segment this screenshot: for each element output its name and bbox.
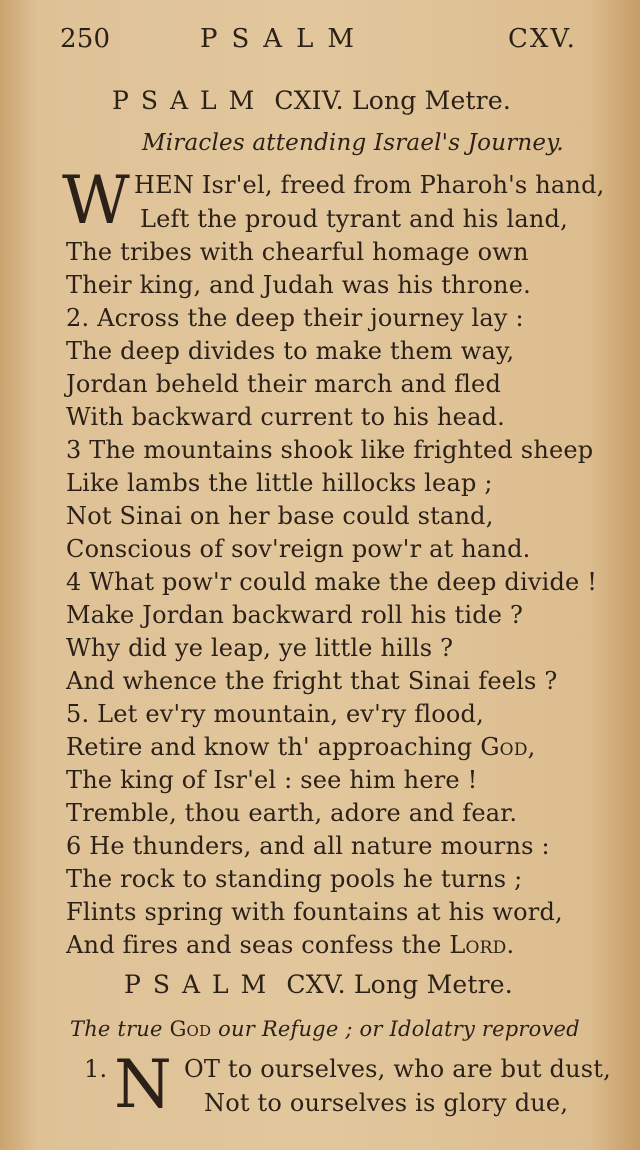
psalm-115-subtitle-part2: our Refuge ; or [218,1017,383,1041]
psalm-115-heading [124,970,513,1000]
verse-line: Their king, and Judah was his throne. [66,271,531,299]
psalm-114-drop-cap: W [62,162,130,239]
psalm-115-drop-cap: N [114,1046,172,1123]
verse-line: The rock to standing pools he turns ; [66,865,523,893]
psalm-114-heading-rest: CXIV. Long Metre. [274,86,511,115]
verse-line: Conscious of sov'reign pow'r at hand. [66,535,531,563]
verse-line-text: And fires and seas confess the [66,931,442,959]
verse-line: OT to ourselves, who are but dust, [184,1055,611,1083]
verse-line: The tribes with chearful homage own [66,238,529,266]
verse-line: 4 What pow'r could make the deep divide ! [66,568,598,596]
psalm-114-heading [112,86,511,116]
verse-line: Why did ye leap, ye little hills ? [66,634,454,662]
psalm-114-heading-word: PSALM [112,86,267,115]
verse-line: 2. Across the deep their journey lay : [66,304,524,332]
verse-line: 6 He thunders, and all nature mourns : [66,832,550,860]
lord-word: Lord. [449,931,515,959]
psalm-115-heading-rest: CXV. Long Metre. [286,970,513,999]
running-head-psalm-number: CXV. [508,24,577,54]
psalm-115-subtitle-part1: The true [70,1017,163,1041]
verse-line: And whence the fright that Sinai feels ? [66,667,558,695]
verse-line: Not to ourselves is glory due, [204,1089,569,1117]
god-word: God, [480,733,536,761]
verse-line: With backward current to his head. [66,403,505,431]
verse-line: The deep divides to make them way, [66,337,515,365]
running-head-title: PSALM [200,24,368,54]
verse-line: Flints spring with fountains at his word, [66,898,563,926]
verse-line [66,930,514,960]
verse-line [66,732,535,762]
verse-line: Make Jordan backward roll his tide ? [66,601,524,629]
psalm-115-verse-number: 1. [84,1055,108,1083]
verse-line: 5. Let ev'ry mountain, ev'ry flood, [66,700,484,728]
psalm-115-subtitle-god: God [169,1017,212,1041]
verse-line: Not Sinai on her base could stand, [66,502,494,530]
psalm-115-subtitle-part3: Idolatry reproved [389,1017,580,1041]
verse-line-text: Retire and know th' approaching [66,733,473,761]
verse-line: Left the proud tyrant and his land, [140,205,568,233]
verse-line: Like lambs the little hillocks leap ; [66,469,493,497]
verse-line: The king of Isr'el : see him here ! [66,766,478,794]
verse-line: HEN Isr'el, freed from Pharoh's hand, [134,171,605,199]
verse-line: 3 The mountains shook like frighted sheep [66,436,594,464]
page-number: 250 [60,24,111,54]
verse-line: Tremble, thou earth, adore and fear. [66,799,518,827]
psalm-115-subtitle [70,1014,580,1044]
psalm-115-heading-word: PSALM [124,970,279,999]
verse-line: Jordan beheld their march and fled [66,370,502,398]
psalm-114-subtitle: Miracles attending Israel's Journey. [142,130,564,156]
